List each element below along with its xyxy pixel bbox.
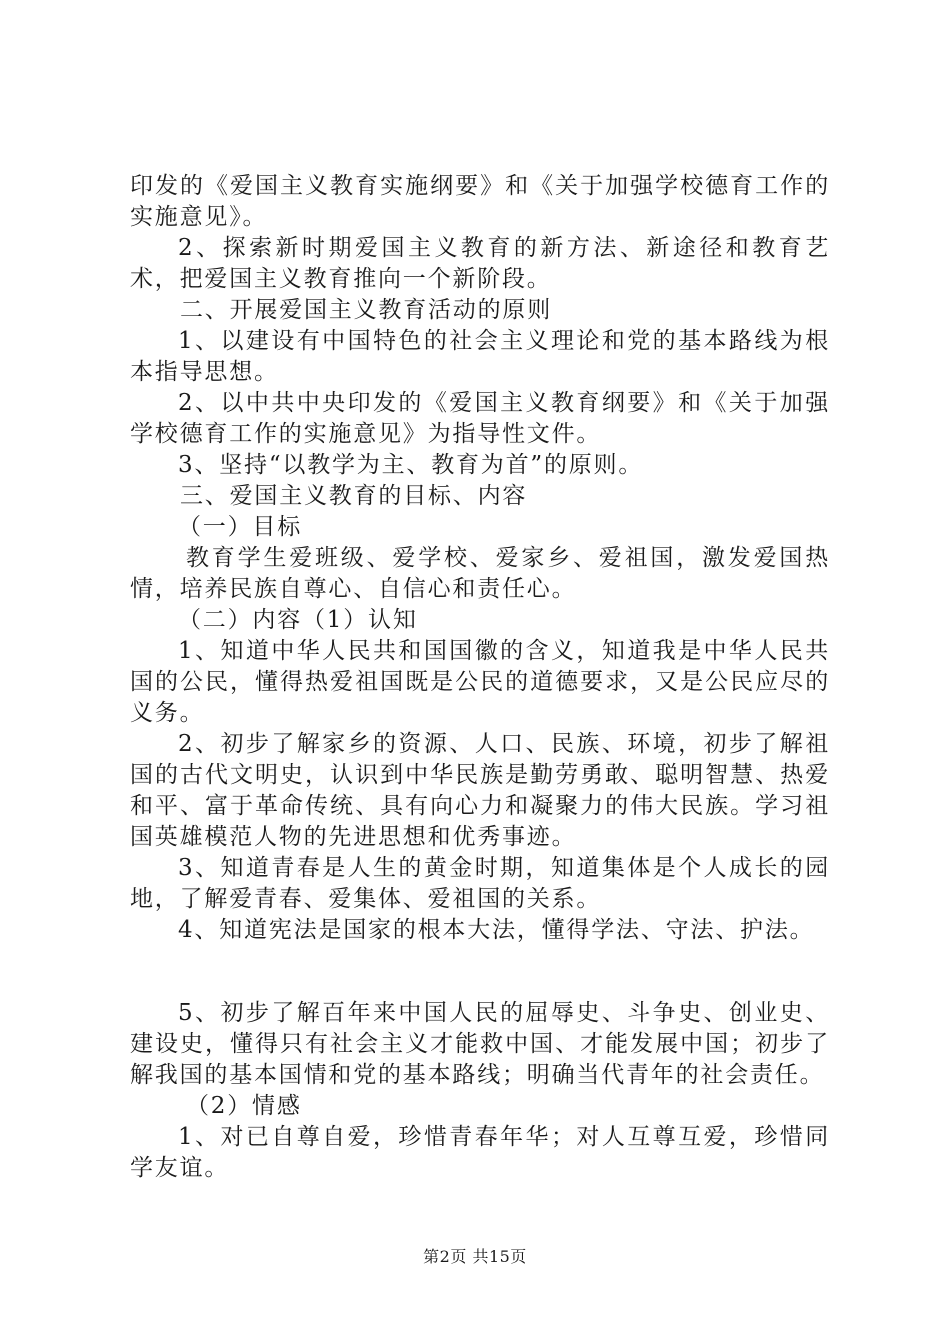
paragraph-principle-1: 1、以建设有中国特色的社会主义理论和党的基本路线为根本指导思想。 [130,328,830,385]
paragraph-cognition-4: 4、知道宪法是国家的根本大法，懂得学法、守法、护法。 [178,917,815,943]
subheading-emotion: （2）情感 [186,1093,302,1119]
paragraph-continuation: 印发的《爱国主义教育实施纲要》和《关于加强学校德育工作的实施意见》。 [130,173,830,230]
paragraph-principle-2: 2、以中共中央印发的《爱国主义教育纲要》和《关于加强学校德育工作的实施意见》为指导性文件。 [130,390,830,447]
document-body [130,171,830,1184]
paragraph-cognition-1: 1、知道中华人民共和国国徽的含义，知道我是中华人民共国的公民，懂得热爱祖国既是公民的道德要求，又是公民应尽的义务。 [130,638,830,726]
paragraph-emotion-1: 1、对已自尊自爱，珍惜青春年华；对人互尊互爱，珍惜同学友谊。 [130,1124,830,1181]
paragraph-cognition-3: 3、知道青春是人生的黄金时期，知道集体是个人成长的园地，了解爱青春、爱集体、爱祖国的关系。 [130,855,830,912]
subheading-goals: （一）目标 [178,514,302,540]
subheading-content-cognition: （二）内容（1）认知 [178,607,418,633]
paragraph-goal-2: 2、探索新时期爱国主义教育的新方法、新途径和教育艺术，把爱国主义教育推向一个新阶段。 [130,235,830,292]
paragraph-cognition-2: 2、初步了解家乡的资源、人口、民族、环境，初步了解祖国的古代文明史，认识到中华民族是勤劳勇敢、聪明智慧、热爱和平、富于革命传统、具有向心力和凝聚力的伟大民族。学习祖国英雄模范人物的先进思想和优秀事迹。 [130,731,830,850]
paragraph-goals: 教育学生爱班级、爱学校、爱家乡、爱祖国，激发爱国热情，培养民族自尊心、自信心和责任心。 [130,545,830,602]
paragraph-spacer [130,946,830,998]
page-number-footer: 第2页 共15页 [423,1247,527,1266]
heading-goals-content: 三、爱国主义教育的目标、内容 [180,483,528,509]
paragraph-cognition-5: 5、初步了解百年来中国人民的屈辱史、斗争史、创业史、建设史，懂得只有社会主义才能救中国、才能发展中国；初步了解我国的基本国情和党的基本路线；明确当代青年的社会责任。 [130,1000,830,1088]
heading-principles: 二、开展爱国主义教育活动的原则 [180,297,552,323]
paragraph-principle-3: 3、坚持“以教学为主、教育为首”的原则。 [178,452,644,478]
